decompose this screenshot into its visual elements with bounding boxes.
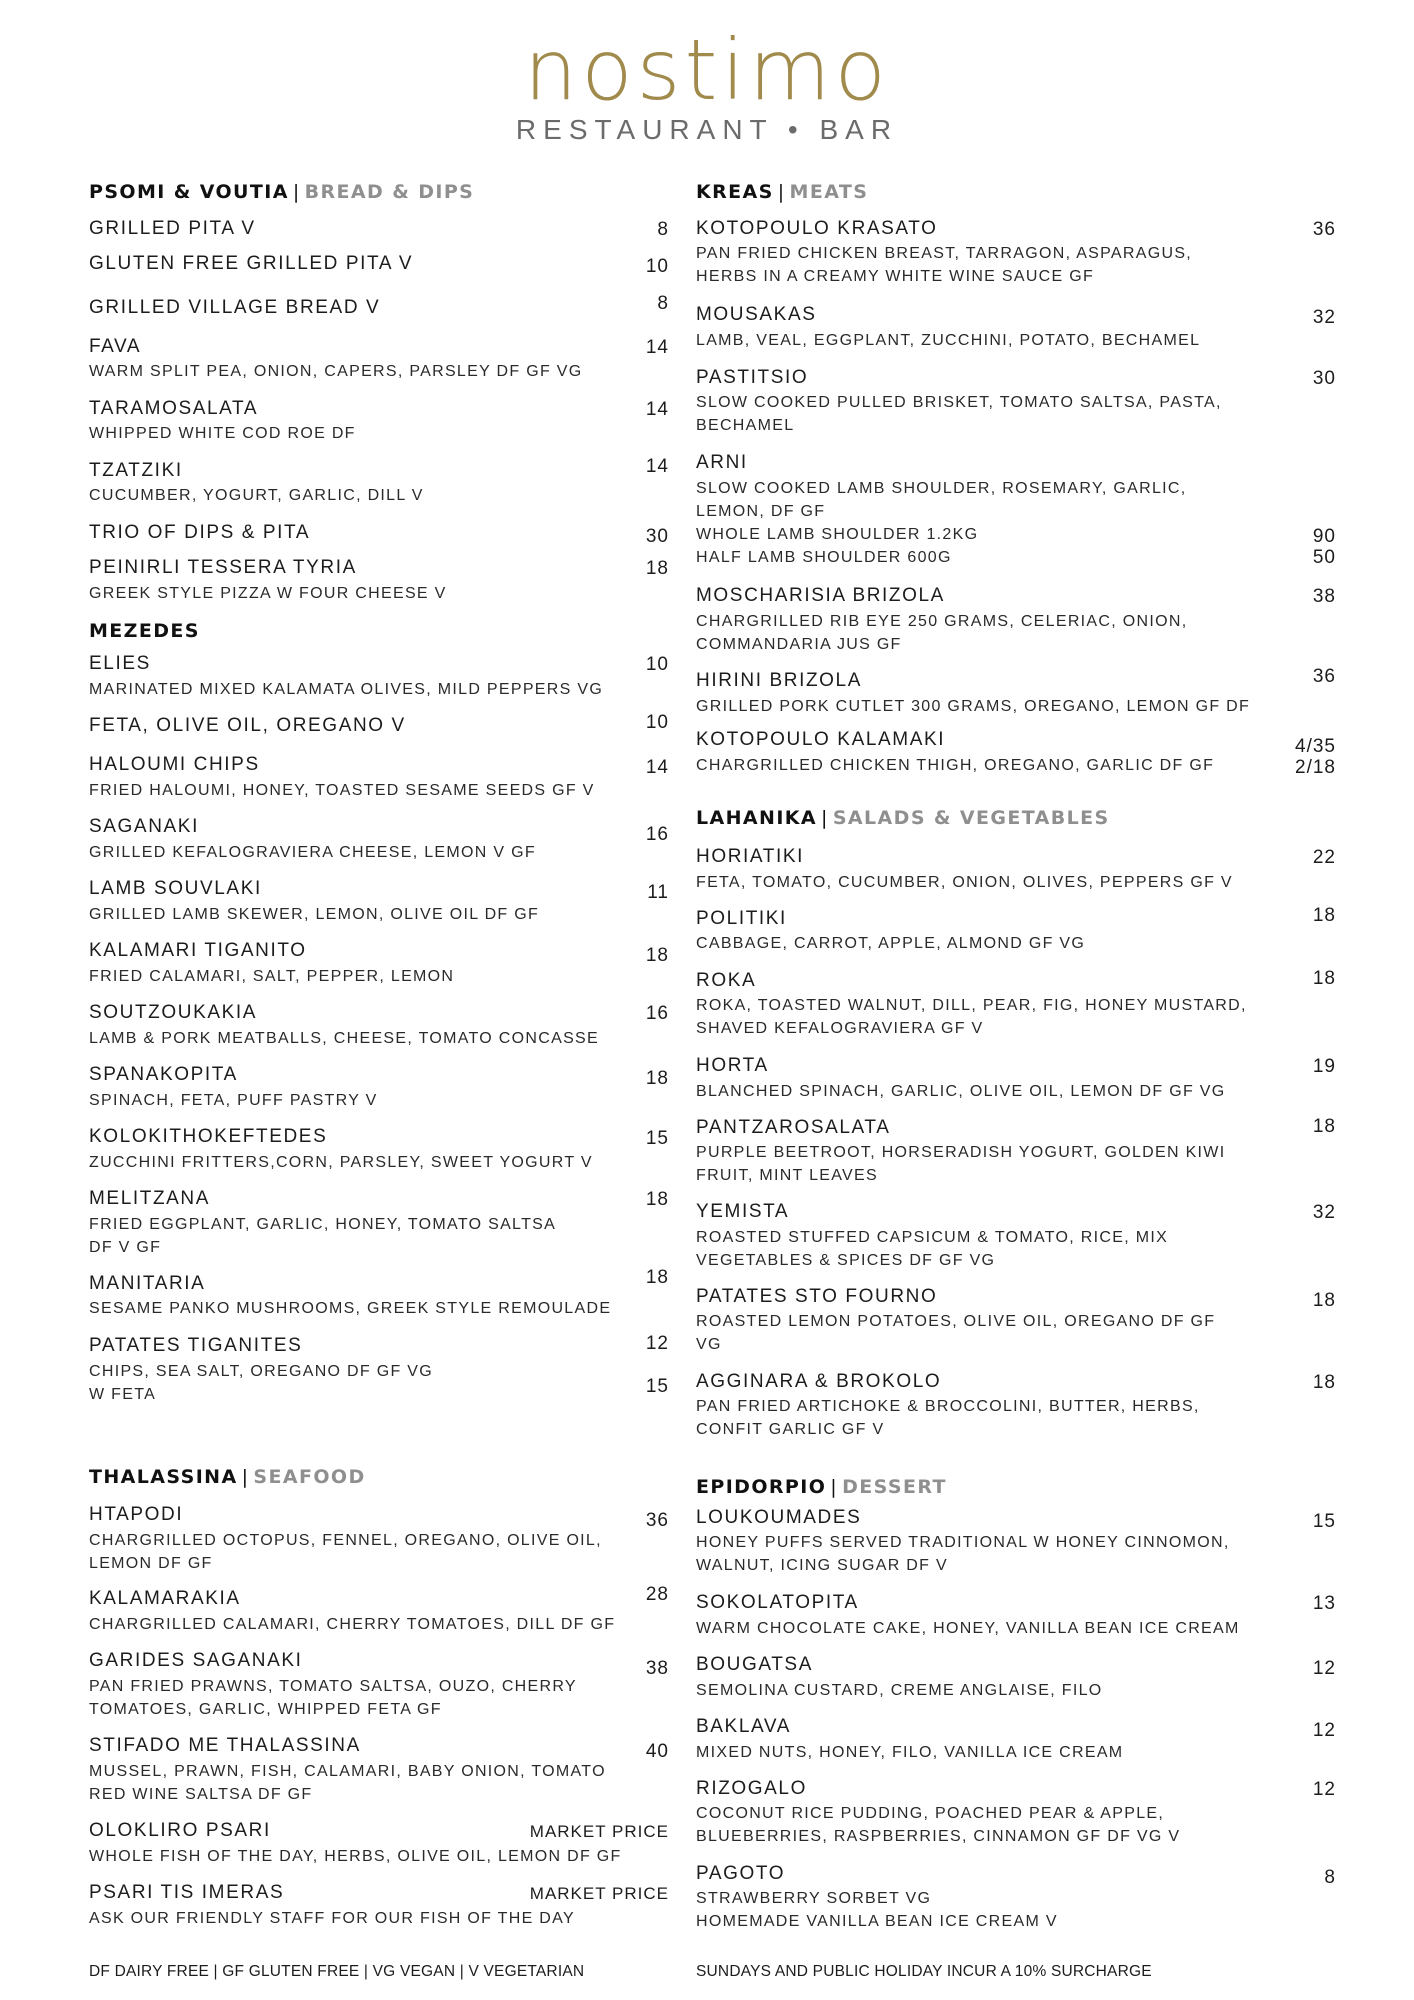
section-title-lahanika: LAHANIKA | SALADS & VEGETABLES [696, 807, 1110, 829]
menu-header [0, 0, 1414, 150]
dietary-legend: DF DAIRY FREE | GF GLUTEN FREE | VG VEGAN | V VEGETARIAN [89, 1963, 585, 1980]
section-title-epidorpio: EPIDORPIO | DESSERT [696, 1476, 947, 1498]
surcharge-notice: SUNDAYS AND PUBLIC HOLIDAY INCUR A 10% SURCHARGE [696, 1963, 1152, 1980]
section-title-thalassina: THALASSINA | SEAFOOD [89, 1466, 366, 1488]
section-title-mezedes: MEZEDES [89, 620, 200, 642]
section-title-kreas: KREAS | MEATS [696, 181, 869, 203]
section-title-psomi: PSOMI & VOUTIA | BREAD & DIPS [89, 181, 475, 203]
brand-tagline: RESTAURANT • BAR [515, 114, 899, 145]
brand-logo: nostimo [524, 21, 890, 119]
